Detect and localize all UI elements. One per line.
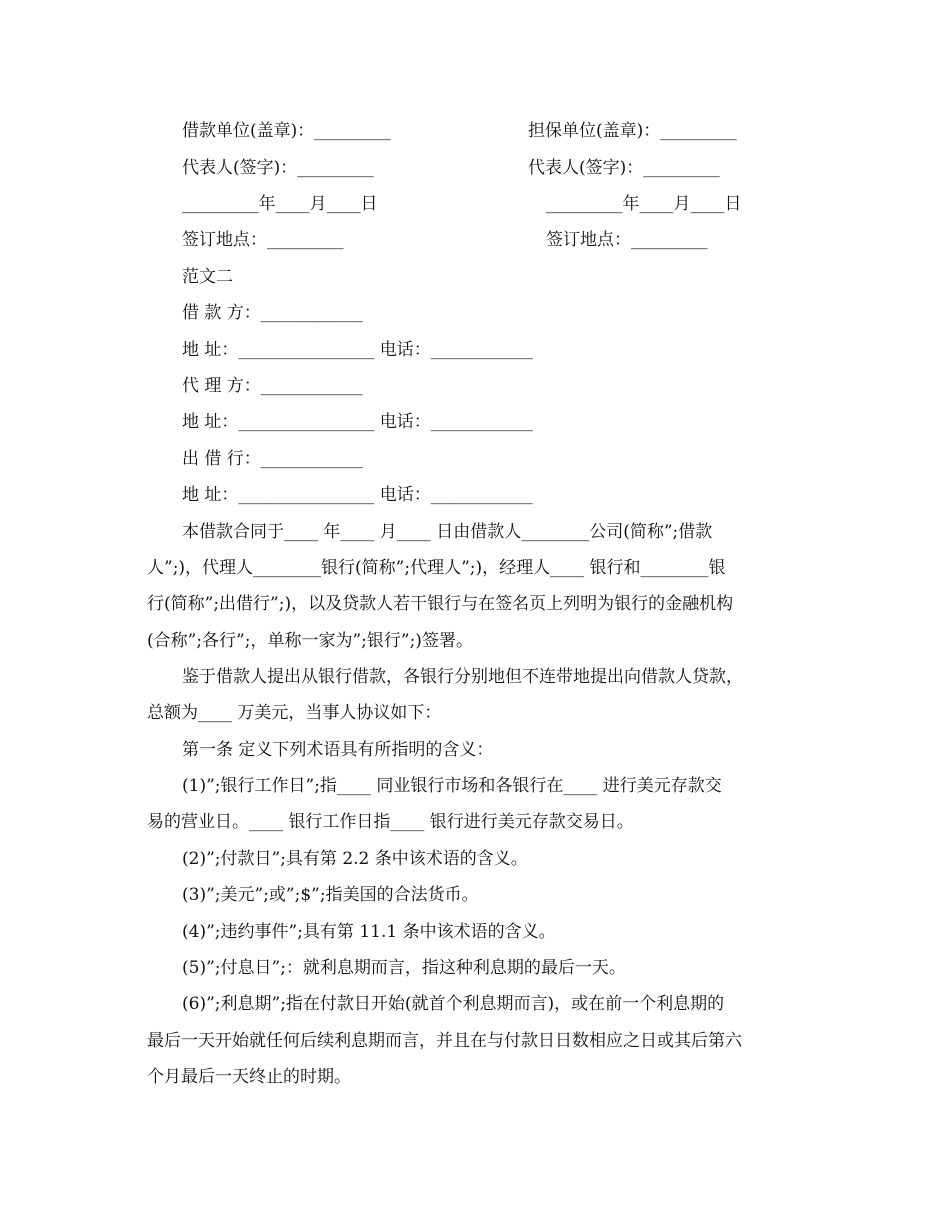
guarantor-signing-place-line: 签订地点：_________ [546,230,708,250]
paragraph-2-line-2: 总额为____ 万美元，当事人协议如下： [147,703,442,723]
definition-1-line-1: (1)”;银行工作日”;指____ 同业银行市场和各银行在____ 进行美元存款交 [182,776,722,796]
guarantor-representative-line: 代表人(签字)：_________ [528,158,720,178]
lender-party-line: 出 借 行：____________ [182,449,363,469]
borrower-date-line: _________年____月____日 [182,194,378,214]
section-title: 范文二 [182,267,233,287]
lender-address-line: 地 址：________________ 电话：____________ [182,485,533,505]
definition-6-line-2: 最后一天开始就任何后续利息期而言，并且在与付款日日数相应之日或其后第六 [147,1031,742,1051]
borrower-signing-place-line: 签订地点：_________ [182,230,344,250]
paragraph-1-line-1: 本借款合同于____ 年____ 月____ 日由借款人________公司(简称”;借款 [182,522,713,542]
guarantor-unit-seal-line: 担保单位(盖章)：_________ [528,121,737,141]
definition-1-line-2: 易的营业日。____ 银行工作日指____ 银行进行美元存款交易日。 [147,812,634,832]
paragraph-2-line-1: 鉴于借款人提出从银行借款，各银行分别地但不连带地提出向借款人贷款， [182,667,743,687]
definition-3: (3)”;美元”;或”;$”;指美国的合法货币。 [182,885,479,905]
borrower-party-line: 借 款 方：____________ [182,303,363,323]
definition-6-line-3: 个月最后一天终止的时期。 [147,1067,351,1087]
agent-address-line: 地 址：________________ 电话：____________ [182,412,533,432]
definition-5: (5)”;付息日”;：就利息期而言，指这种利息期的最后一天。 [182,958,626,978]
definition-4: (4)”;违约事件”;具有第 11.1 条中该术语的含义。 [182,922,556,942]
borrower-address-line: 地 址：________________ 电话：____________ [182,340,533,360]
agent-party-line: 代 理 方：____________ [182,376,363,396]
borrower-representative-line: 代表人(签字)：_________ [182,158,374,178]
paragraph-1-line-4: (合称”;各行”;，单称一家为”;银行”;)签署。 [147,631,473,651]
borrower-unit-seal-line: 借款单位(盖章)：_________ [182,121,391,141]
article-1-heading: 第一条 定义下列术语具有所指明的含义： [182,740,494,760]
paragraph-1-line-3: 行(简称”;出借行”;)，以及贷款人若干银行与在签名页上列明为银行的金融机构 [147,594,734,614]
guarantor-date-line: _________年____月____日 [546,194,742,214]
paragraph-1-line-2: 人”;)，代理人________银行(简称”;代理人”;)，经理人____ 银行和________银 [147,558,726,578]
definition-2: (2)”;付款日”;具有第 2.2 条中该术语的含义。 [182,849,528,869]
definition-6-line-1: (6)”;利息期”;指在付款日开始(就首个利息期而言)，或在前一个利息期的 [182,994,725,1014]
